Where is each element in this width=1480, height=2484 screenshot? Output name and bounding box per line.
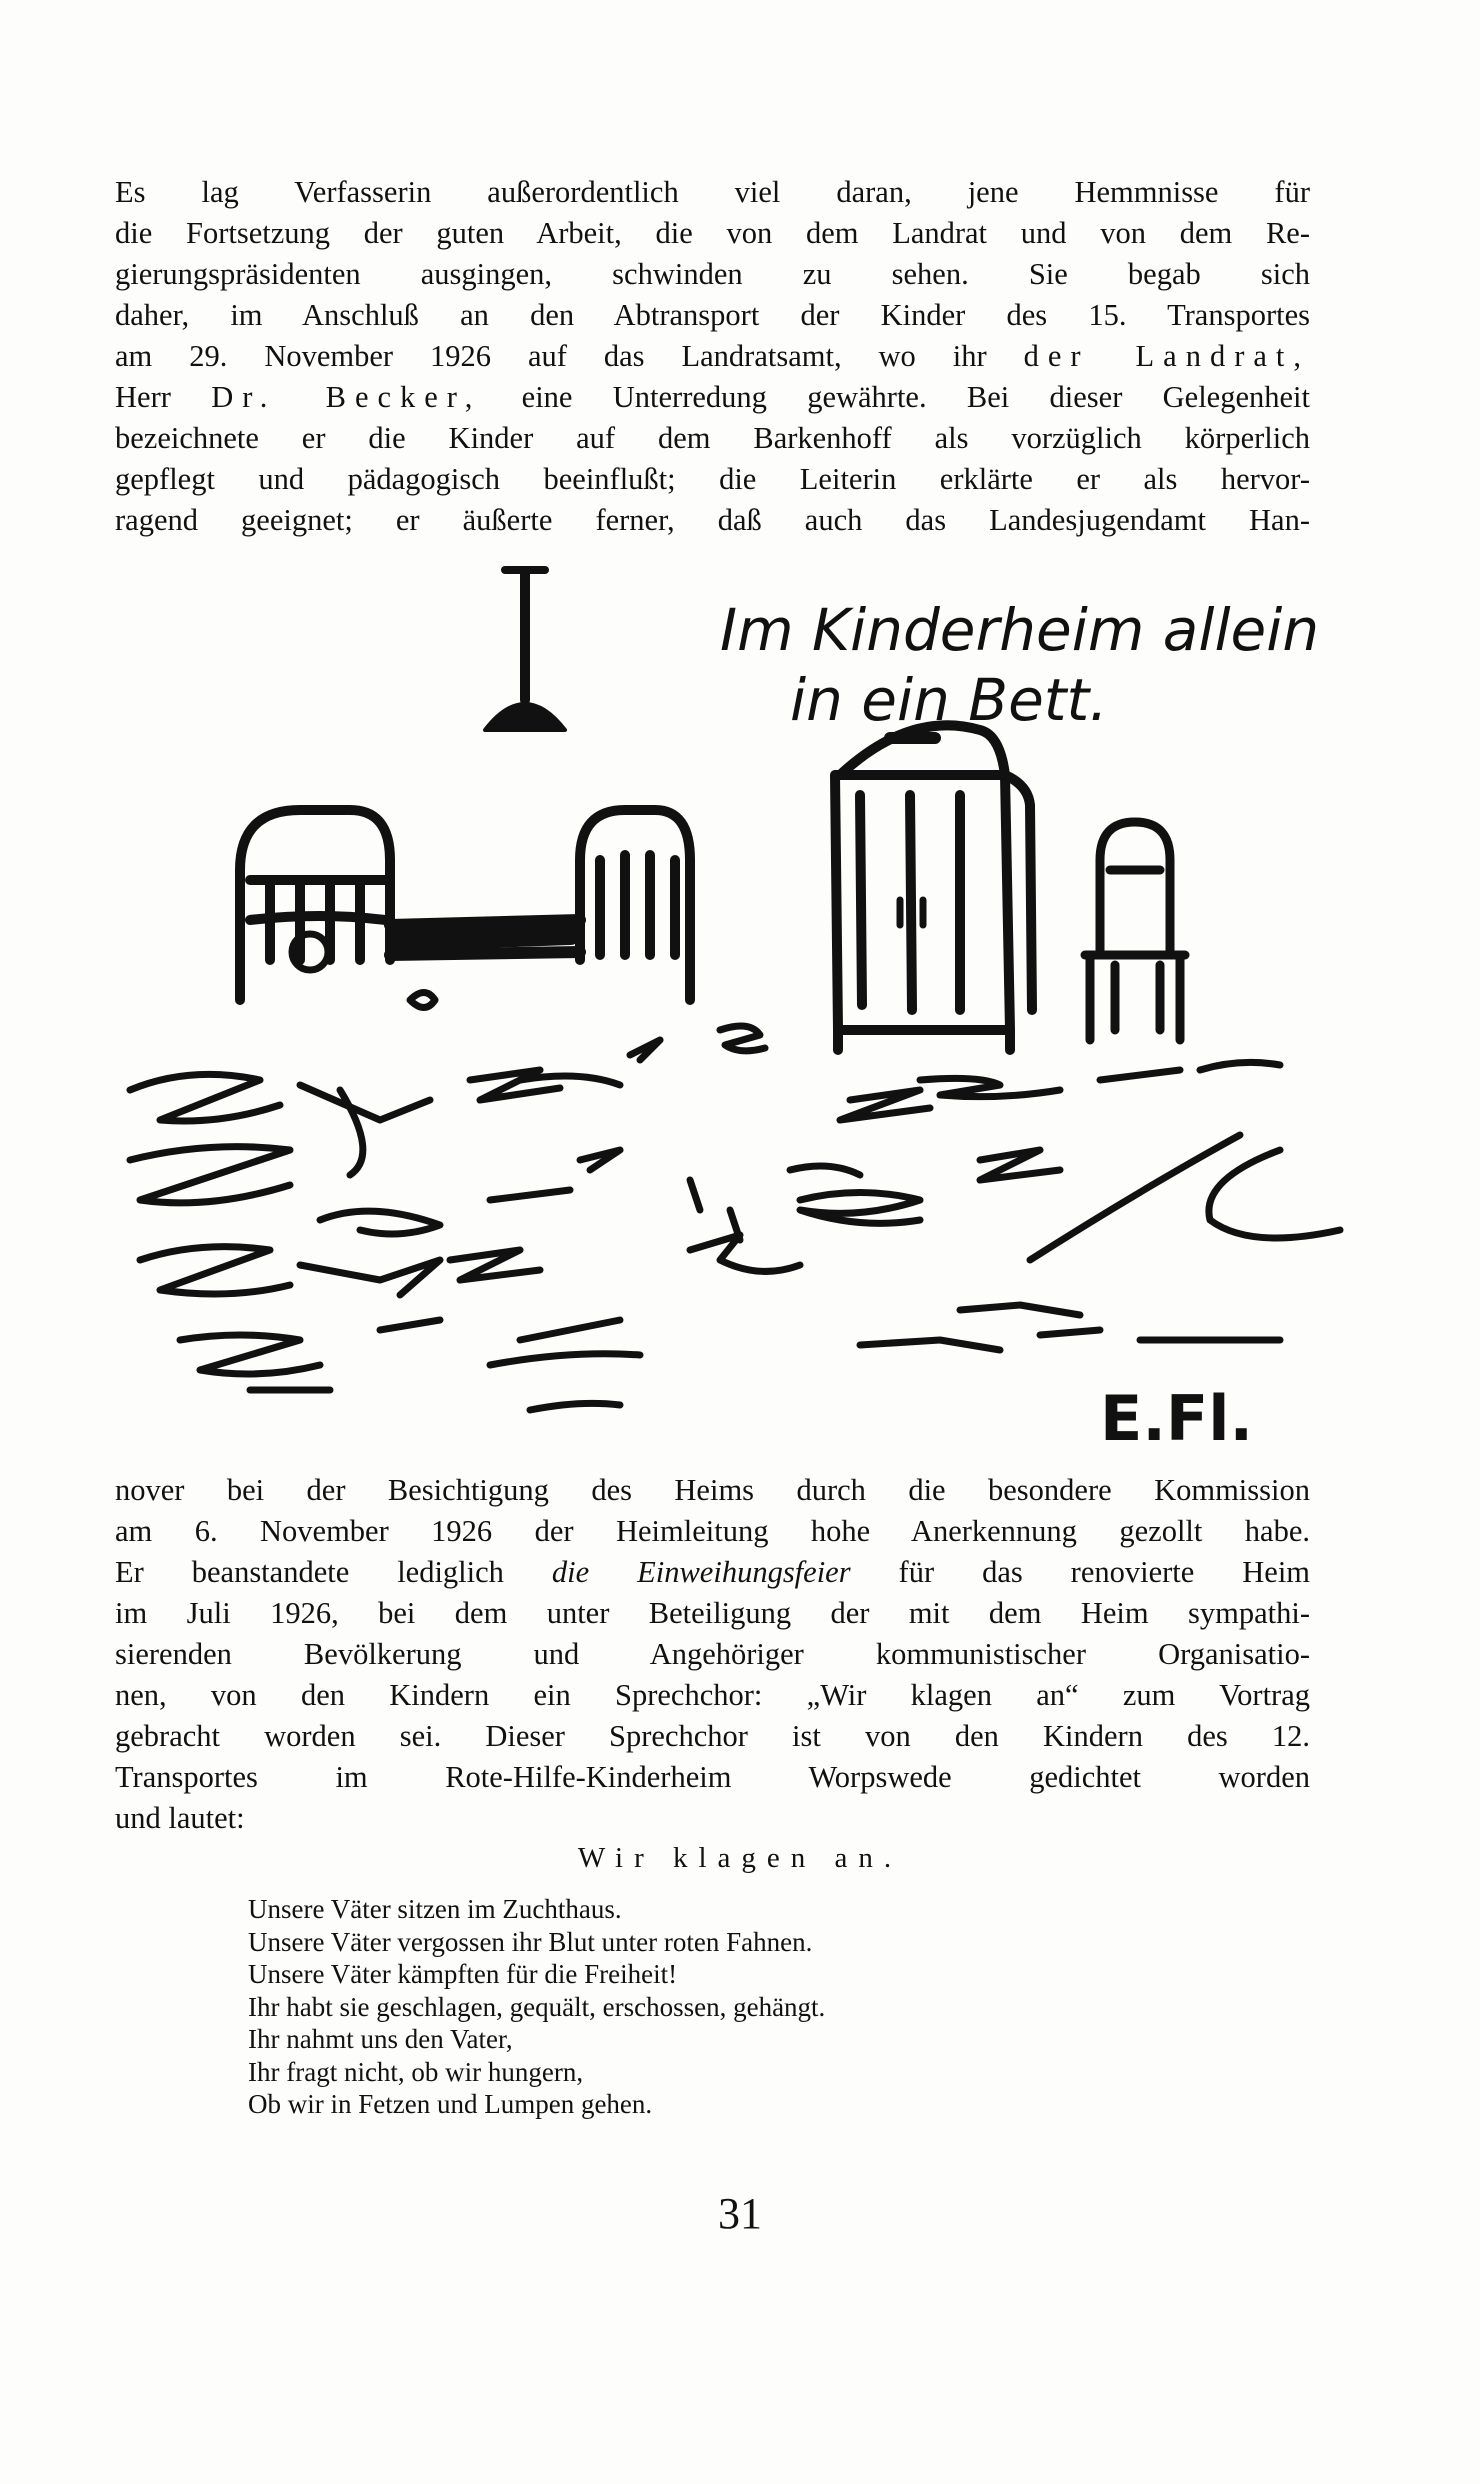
text-line: die Fortsetzung der guten Arbeit, die von dem Landrat und von dem Re- — [115, 216, 1310, 250]
text-line: gierungspräsidenten ausgingen, schwinden zu sehen. Sie begab sich — [115, 257, 1310, 291]
text-line: am 6. November 1926 der Heimleitung hohe Anerkennung gezollt habe. — [115, 1514, 1310, 1548]
text-segment: Herr — [115, 380, 171, 414]
italic-text: die Einweihungsfeier — [551, 1555, 851, 1589]
poem-line: Ob wir in Fetzen und Lumpen gehen. — [248, 2089, 653, 2119]
poem-line: Unsere Väter vergossen ihr Blut unter roten Fahnen. — [248, 1926, 813, 1957]
spaced-name: Dr. Becker, — [211, 380, 482, 414]
drawing-caption-line2: in ein Bett. — [790, 666, 1108, 734]
spaced-text: der Landrat, — [1023, 339, 1310, 373]
text-line: und lautet: — [115, 1801, 245, 1835]
text-line: sierenden Bevölkerung und Angehöriger kommunistischer Organisatio- — [115, 1637, 1310, 1671]
text-line: gepflegt und pädagogisch beeinflußt; die Leiterin erklärte er als hervor- — [115, 462, 1310, 496]
artist-signature: E.Fl. — [1100, 1382, 1254, 1455]
text-line — [115, 1552, 1310, 1593]
text-line: nover bei der Besichtigung des Heims durch die besondere Kommission — [115, 1473, 1310, 1507]
text-segment: am 29. November 1926 auf das Landratsamt, wo ihr — [115, 339, 987, 373]
poem-line: Unsere Väter kämpften für die Freiheit! — [248, 1959, 678, 1989]
text-line: bezeichnete er die Kinder auf dem Barkenhoff als vorzüglich körperlich — [115, 421, 1310, 455]
text-line: gebracht worden sei. Dieser Sprechchor ist von den Kindern des 12. — [115, 1719, 1310, 1753]
text-segment: eine Unterredung gewährte. Bei dieser Gelegenheit — [521, 380, 1310, 414]
poem-line: Unsere Väter sitzen im Zuchthaus. — [248, 1894, 622, 1924]
chair-icon — [1085, 822, 1185, 1040]
text-line: Es lag Verfasserin außerordentlich viel daran, jene Hemmnisse für — [115, 175, 1310, 209]
poem — [248, 1893, 825, 2121]
text-line: im Juli 1926, bei dem unter Beteiligung der mit dem Heim sympathi- — [115, 1596, 1310, 1630]
poem-line: Ihr habt sie geschlagen, gequält, erschossen, gehängt. — [248, 1991, 826, 2022]
drawing-caption-line1: Im Kinderheim allein — [720, 596, 1320, 664]
poem-line: Ihr fragt nicht, ob wir hungern, — [248, 2056, 584, 2087]
lamp-icon — [485, 570, 565, 730]
wardrobe-icon — [835, 725, 1032, 1050]
bed-icon — [240, 810, 690, 1008]
text-line — [115, 336, 1310, 377]
child-drawing — [100, 560, 1380, 1460]
text-line: nen, von den Kindern ein Sprechchor: „Wir klagen an“ zum Vortrag — [115, 1678, 1310, 1712]
text-line — [115, 377, 1310, 418]
text-line: daher, im Anschluß an den Abtransport der Kinder des 15. Transportes — [115, 298, 1310, 332]
poem-line: Ihr nahmt uns den Vater, — [248, 2024, 513, 2054]
text-segment: für das renovierte Heim — [898, 1555, 1311, 1589]
page-number: 31 — [718, 2189, 762, 2238]
floor-scribble — [130, 1026, 1340, 1410]
poem-title: Wir klagen an. — [577, 1842, 903, 1874]
paragraph-bottom — [115, 1470, 1310, 1839]
text-segment: Er beanstandete lediglich — [115, 1555, 504, 1589]
text-line: ragend geeignet; er äußerte ferner, daß auch das Landesjugendamt Han- — [115, 503, 1310, 537]
text-line: Transportes im Rote-Hilfe-Kinderheim Worpswede gedichtet worden — [115, 1760, 1310, 1794]
paragraph-top — [115, 172, 1310, 541]
